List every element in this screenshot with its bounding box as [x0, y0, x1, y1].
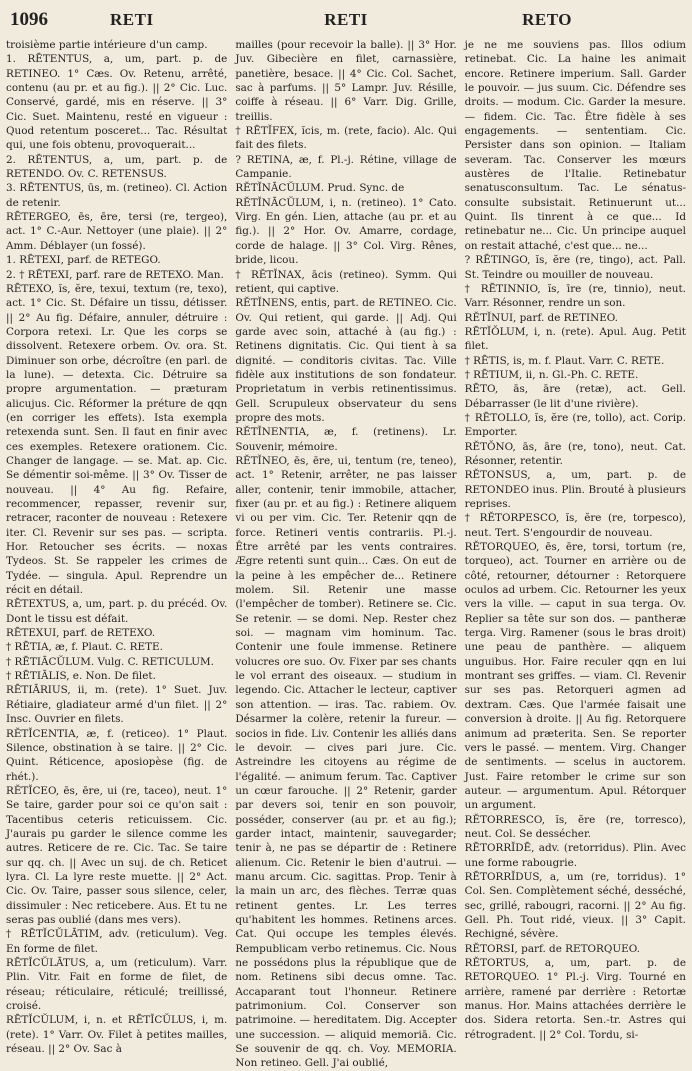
page-header — [10, 6, 682, 34]
column-right — [464, 38, 686, 1041]
dictionary-entry: RĔTĬNĀCŬLUM, i, n. (retineo). 1° Cato. Virg. En gén. Lien, attache (au pr. et au fig.). || 2° Hor. Ov. Amarre, cordage, corde de halage. || 3° Col. Virg. Rênes, bride, licou. — [235, 196, 457, 267]
dictionary-entry: RĔTĬCEO, ēs, ēre, ui (re, taceo), neut. 1° Se taire, garder pour soi ce qu'on sait : Tacentibus ceteris reticuissem. Cic. J'aurais pu garder le silence comme les autres. Reticere de re. Cic. Tac. Se taire sur qq. ch. || Avec un suj. de ch. Reticet lyra. Cl. La lyre reste muette. || 2° Act. Cic. Ov. Taire, passer sous silence, celer, dissimuler : Nec reticebere. Aus. Et tu ne seras pas oublié (dans mes vers). — [6, 784, 228, 926]
dictionary-entry: RĔTĬNUI, parf. de RETINEO. — [464, 311, 618, 324]
dictionary-entry: † RĒTIĀCŬLUM. Vulg. C. RETICULUM. — [6, 655, 214, 668]
dictionary-entry: RĒTIĀRIUS, ii, m. (rete). 1° Suet. Juv. Rétiaire, gladiateur armé d'un filet. || 2° Insc. Ouvrier en filets. — [6, 684, 228, 726]
dictionary-entry: RĒTO, ās, āre (retæ), act. Gell. Débarrasser (le lit d'une rivière). — [464, 383, 686, 410]
dictionary-entry: RĔTORSI, parf. de RETORQUEO. — [464, 942, 640, 955]
dictionary-entry: RĒTĬCŬLUM, i, n. et RĒTĬCŬLUS, i, m. (rete). 1° Varr. Ov. Filet à petites mailles, réseau. || 2° Ov. Sac à — [6, 1014, 228, 1056]
page-number: 1096 — [10, 9, 48, 30]
running-head-center: RETI — [324, 10, 368, 29]
dictionary-entry: RĒTEXTUS, a, um, part. p. du précéd. Ov. Dont le tissu est défait. — [6, 598, 228, 625]
dictionary-entry: RĔTĬNĀCŬLUM. Prud. Sync. de — [235, 182, 405, 195]
dictionary-entry: † RĒTĬFEX, ĭcis, m. (rete, facio). Alc. Qui fait des filets. — [235, 125, 457, 152]
dictionary-entry: 3. RĒTENTUS, ūs, m. (retineo). Cl. Action de retenir. — [6, 182, 228, 209]
entry-columns — [6, 38, 686, 1070]
dictionary-entry: RĒTĬCŬLĀTUS, a, um (reticulum). Varr. Plin. Vitr. Fait en forme de filet, de réseau; réticulaire, réticulé; treillissé, croisé. — [6, 957, 228, 1013]
dictionary-entry: 2. † RĒTEXI, parf. rare de RETEXO. Man. — [6, 268, 224, 281]
dictionary-entry: RĔTONSUS, a, um, part. p. de RETONDEO inus. Plin. Brouté à plusieurs reprises. — [464, 469, 686, 510]
dictionary-entry: RĒTORRĬDĒ, adv. (retorridus). Plin. Avec une forme rabougrie. — [464, 842, 686, 869]
dictionary-entry: † RĔTORPESCO, ĭs, ĕre (re, torpesco), neut. Tert. S'engourdir de nouveau. — [464, 512, 686, 539]
dictionary-entry: RĔTĬNENTIA, æ, f. (retinens). Lr. Souvenir, mémoire. — [235, 426, 457, 453]
dictionary-entry: † RĒTĬCŬLĀTIM, adv. (reticulum). Veg. En forme de filet. — [6, 928, 228, 955]
dictionary-entry: † RĒTOLLO, ĭs, ĕre (re, tollo), act. Corip. Emporter. — [464, 411, 686, 439]
dictionary-entry: RĔTORRESCO, ĭs, ĕre (re, torresco), neut. Col. Se dessécher. — [464, 813, 686, 840]
column-left — [6, 38, 228, 1056]
dictionary-entry: RĔTĬNEO, ēs, ēre, ui, tentum (re, teneo), act. 1° Retenir, arrêter, ne pas laisser aller, contenir, tenir immobile, attacher, fixer (au pr. et au fig.) : Retinere aliquem vi ou per vim. Cic. Ter. Retenir qqn de force. Retineri ventis contrariis. Pl.-j. Être arrêté par les vents contraires. Ægre retenti sunt quin... Cæs. On eut de la peine à les empêcher de... Retinere molem. Sil. Retenir une masse (l'empêcher de tomber). Retinere se. Cic. Se retenir. — se domi. Nep. Rester chez soi. — magnam vim hominum. Tac. Contenir une foule immense. Retinere volucres ore suo. Ov. Fixer par ses chants le vol errant des oiseaux. — studium in legendo. Cic. Attacher le lecteur, captiver son attention. — iras. Tac. rabiem. Ov. Désarmer la colère, retenir la fureur. — socios in fide. Liv. Contenir les alliés dans le devoir. — cives pari jure. Cic. Astreindre les citoyens au régime de l'égalité. — animum ferum. Tac. Captiver un cœur farouche. || 2° Retenir, garder par devers soi, tenir en son pouvoir, posséder, conserver (au pr. et au fig.); garder intact, maintenir, sauvegarder; tenir à, ne pas se départir de : Retinere alienum. Cic. Retenir le bien d'autrui. — manu arcum. Cic. sagittas. Prop. Tenir à la main un arc, des flèches. Terræ quas retinent gentes. Lr. Les terres qu'habitent les hommes. Retinens arces. Cat. Qui occupe les temples élevés. Rempublicam verbo retinemus. Cic. Nous ne possédons plus la république que de nom. Retinens sibi decus omne. Tac. Accaparant tout l'honneur. Retinere patrimonium. Col. Conserver son patrimoine. — hereditatem. Dig. Accepter une succession. — aliquid memoriā. Cic. Se souvenir de qq. ch. Voy. MEMORIA. Non retineo. Gell. J'ai oublié, — [235, 454, 457, 1070]
dictionary-entry: mailles (pour recevoir la balle). || 3° Hor. Juv. Gibecière en filet, carnassière, panetière, besace. || 4° Cic. Col. Sachet, sac à parfums. || 5° Lampr. Juv. Résille, coiffe à réseau. || 6° Varr. Dig. Grille, treillis. — [235, 39, 457, 123]
dictionary-entry: RĔTĬNENS, entis, part. de RETINEO. Cic. Ov. Qui retient, qui garde. || Adj. Qui garde avec soin, attaché à (au fig.) : Retinens dignitatis. Cic. Qui tient à sa dignité. — conditoris civitas. Tac. Ville fidèle aux institutions de son fondateur. Proprietatum in verbis retinentissimus. Gell. Scrupuleux observateur du sens propre des mots. — [235, 297, 457, 424]
dictionary-entry: RĒTORRĬDUS, a, um (re, torridus). 1° Col. Sen. Complètement séché, desséché, sec, grillé, rabougri, racorni. || 2° Au fig. Gell. Ph. Tout ridé, vieux. || 3° Capit. Rechigné, sévère. — [464, 870, 686, 941]
dictionary-entry: † RĒTIUM, ii, n. Gl.-Ph. C. RETE. — [464, 368, 639, 381]
running-head-left: RETI — [110, 10, 154, 29]
column-middle — [235, 38, 457, 1070]
dictionary-entry: † RĒTIĀLIS, e. Non. De filet. — [6, 670, 156, 683]
dictionary-entry: † RĔTĬNAX, ācis (retineo). Symm. Qui retient, qui captive. — [235, 268, 457, 295]
dictionary-entry: ? RĒTINGO, ĭs, ĕre (re, tingo), act. Pall. St. Teindre ou mouiller de nouveau. — [464, 254, 686, 281]
dictionary-entry: 2. RĒTENTUS, a, um, part. p. de RETENDO. Ov. C. RETENSUS. — [6, 153, 228, 181]
dictionary-entry: † RĒTIS, is, m. f. Plaut. Varr. C. RETE. — [464, 354, 665, 367]
dictionary-entry: 1. RĒTEXI, parf. de RETEGO. — [6, 254, 161, 267]
dictionary-entry: RĒTEXO, ĭs, ĕre, texui, textum (re, texo), act. 1° Cic. St. Défaire un tissu, détisser. || 2° Au fig. Défaire, annuler, détruire : Corpora retexi. Lr. Que les corps se dissolvent. Retexere orbem. Ov. ora. St. Diminuer son orbe, décroître (en parl. de la lune). — detexta. Cic. Détruire sa propre argumentation. — præturam alicujus. Cic. Réformer la préture de qqn (en corriger les effets). Ista exempla retexenda sunt. Sen. Il faut en finir avec ces exemples. Retexere orationem. Cic. Changer de langage. — se. Mat. ap. Cic. Se démentir soi-même. || 3° Ov. Tisser de nouveau. || 4° Au fig. Refaire, recommencer, repasser, revenir sur, retracer, raconter de nouveau : Retexere iter. Cl. Revenir sur ses pas. — scripta. Hor. Retoucher ses écrits. — noxas Tydeos. St. Se rappeler les crimes de Tydée. — singula. Apul. Reprendre un récit en détail. — [6, 282, 228, 597]
dictionary-entry: RĒTERGEO, ēs, ēre, tersi (re, tergeo), act. 1° C.-Aur. Nettoyer (une plaie). || 2° Amm. Déblayer (un fossé). — [6, 211, 228, 252]
dictionary-entry: † RĒTIA, æ, f. Plaut. C. RETE. — [6, 641, 163, 654]
dictionary-entry: RĔTĬCENTIA, æ, f. (reticeo). 1° Plaut. Silence, obstination à se taire. || 2° Cic. Quint. Réticence, aposiopèse (fig. de rhét.). — [6, 727, 228, 783]
dictionary-entry: ? RETINA, æ, f. Pl.-j. Rétine, village de Campanie. — [235, 153, 457, 181]
dictionary-entry: RĔTORTUS, a, um, part. p. de RETORQUEO. 1° Pl.-j. Virg. Tourné en arrière, ramené par derrière : Retortæ manus. Hor. Mains attachées derrière le dos. Sidera retorta. Sen.-tr. Astres qui rétrogradent. || 2° Col. Tordu, si- — [464, 957, 686, 1041]
dictionary-entry: 1. RĒTENTUS, a, um, part. p. de RETINEO. 1° Cæs. Ov. Retenu, arrêté, contenu (au pr. et au fig.). || 2° Cic. Luc. Conservé, gardé, mis en réserve. || 3° Cic. Suet. Maintenu, resté en vigueur : Quod retentum posceret... Tac. Résultat qui, une fois obtenu, provoquerait... — [6, 53, 228, 152]
dictionary-entry: je ne me souviens pas. Illos odium retinebat. Cic. La haine les animait encore. Retinere imperium. Sall. Garder le pouvoir. — jus suum. Cic. Défendre ses droits. — modum. Cic. Garder la mesure. — fidem. Cic. Tac. Être fidèle à ses engagements. — sententiam. Cic. Persister dans son opinion. — Italiam severam. Tac. Conserver les mœurs austères de l'Italie. Retinebatur senatusconsultum. Tac. Le sénatus-consulte subsistait. Retinuerunt ut... Quint. Ils tinrent à ce que... Id retinebatur ne... Cic. Un principe auquel on restait attaché, c'est que... ne... — [464, 39, 686, 252]
dictionary-entry: RĔTŎNO, ās, āre (re, tono), neut. Cat. Résonner, retentir. — [464, 440, 686, 467]
dictionary-entry: RĒTEXUI, parf. de RETEXO. — [6, 627, 156, 640]
dictionary-entry: † RĒTINNIO, ĭs, īre (re, tinnio), neut. Varr. Résonner, rendre un son. — [464, 282, 686, 310]
dictionary-entry: troisième partie intérieure d'un camp. — [6, 39, 208, 51]
running-head-right: RETO — [522, 10, 572, 29]
dictionary-entry: RĔTORQUEO, ēs, ēre, torsi, tortum (re, torqueo), act. Tourner en arrière ou de côté, retourner, détourner : Retorquere oculos ad urbem. Cic. Retourner les yeux vers la ville. — caput in sua terga. Ov. Replier sa tête sur son dos. — pantheræ terga. Virg. Ramener (sous le bras droit) une peau de panthère. — aliquem unguibus. Hor. Faire reculer qqn en lui montrant ses griffes. — viam. Cl. Revenir sur ses pas. Retorqueri agmen ad dextram. Cæs. Que l'armée faisait une conversion à droite. || Au fig. Retorquere animum ad præterita. Sen. Se reporter vers le passé. — mentem. Virg. Changer de sentiments. — scelus in auctorem. Just. Faire retomber le crime sur son auteur. — argumentum. Apul. Rétorquer un argument. — [464, 541, 686, 812]
dictionary-entry: RĒTĬŎLUM, i, n. (rete). Apul. Aug. Petit filet. — [464, 325, 686, 353]
